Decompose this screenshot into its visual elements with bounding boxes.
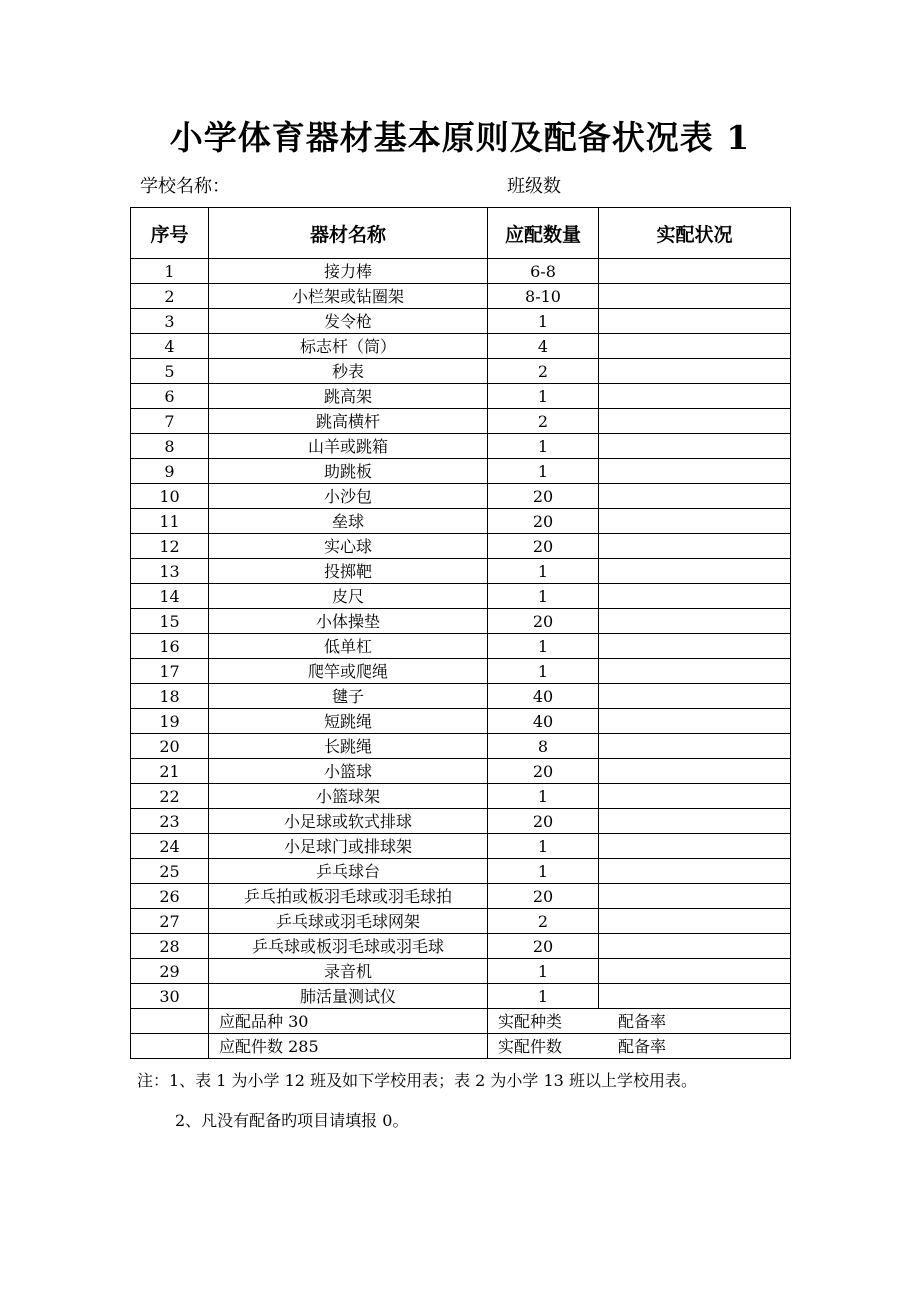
cell-index: 5	[131, 359, 209, 384]
cell-actual-status	[599, 984, 791, 1009]
cell-index: 18	[131, 684, 209, 709]
cell-index: 20	[131, 734, 209, 759]
cell-actual-status	[599, 334, 791, 359]
table-row	[131, 834, 791, 859]
cell-required-qty: 2	[488, 409, 599, 434]
cell-actual-status	[599, 309, 791, 334]
school-name-label: 学校名称：	[140, 176, 230, 197]
cell-item-name: 小足球或软式排球	[209, 809, 488, 834]
page-title: 小学体育器材基本原则及配备状况表 1	[169, 118, 751, 157]
cell-item-name: 小沙包	[209, 484, 488, 509]
cell-actual-status	[599, 509, 791, 534]
table-row	[131, 984, 791, 1009]
cell-required-qty: 1	[488, 784, 599, 809]
cell-actual-status	[599, 459, 791, 484]
cell-index: 25	[131, 859, 209, 884]
cell-required-qty: 20	[488, 484, 599, 509]
cell-item-name: 小体操垫	[209, 609, 488, 634]
cell-actual-status	[599, 484, 791, 509]
cell-index: 21	[131, 759, 209, 784]
cell-required-qty: 1	[488, 384, 599, 409]
summary-empty-cell	[131, 1009, 209, 1034]
cell-actual-status	[599, 684, 791, 709]
rate-label: 配备率	[618, 1036, 667, 1056]
cell-index: 24	[131, 834, 209, 859]
table-row	[131, 934, 791, 959]
cell-required-qty: 40	[488, 684, 599, 709]
cell-required-qty: 1	[488, 434, 599, 459]
table-row	[131, 534, 791, 559]
cell-item-name: 垒球	[209, 509, 488, 534]
table-row	[131, 909, 791, 934]
cell-actual-status	[599, 709, 791, 734]
cell-index: 8	[131, 434, 209, 459]
header-item-name: 器材名称	[209, 208, 488, 259]
cell-index: 6	[131, 384, 209, 409]
cell-item-name: 爬竿或爬绳	[209, 659, 488, 684]
cell-item-name: 助跳板	[209, 459, 488, 484]
cell-index: 30	[131, 984, 209, 1009]
cell-actual-status	[599, 284, 791, 309]
cell-required-qty: 2	[488, 359, 599, 384]
cell-item-name: 跳高架	[209, 384, 488, 409]
cell-required-qty: 8	[488, 734, 599, 759]
table-row	[131, 434, 791, 459]
cell-item-name: 标志杆（筒）	[209, 334, 488, 359]
cell-index: 4	[131, 334, 209, 359]
cell-item-name: 低单杠	[209, 634, 488, 659]
cell-actual-status	[599, 759, 791, 784]
cell-index: 12	[131, 534, 209, 559]
cell-item-name: 乒乓球或板羽毛球或羽毛球	[209, 934, 488, 959]
note-2: 2、凡没有配备旳项目请填报 0。	[175, 1111, 409, 1130]
table-row	[131, 734, 791, 759]
cell-actual-status	[599, 934, 791, 959]
cell-required-qty: 1	[488, 859, 599, 884]
cell-actual-status	[599, 434, 791, 459]
cell-item-name: 短跳绳	[209, 709, 488, 734]
cell-index: 16	[131, 634, 209, 659]
table-row	[131, 684, 791, 709]
class-count-label: 班级数	[507, 176, 561, 197]
cell-required-qty: 1	[488, 984, 599, 1009]
cell-item-name: 接力棒	[209, 259, 488, 284]
table-row	[131, 384, 791, 409]
cell-index: 28	[131, 934, 209, 959]
table-row	[131, 484, 791, 509]
cell-actual-status	[599, 534, 791, 559]
cell-required-qty: 8-10	[488, 284, 599, 309]
cell-item-name: 乒乓球或羽毛球网架	[209, 909, 488, 934]
cell-actual-status	[599, 659, 791, 684]
table-row	[131, 859, 791, 884]
cell-item-name: 皮尺	[209, 584, 488, 609]
table-row	[131, 459, 791, 484]
cell-index: 23	[131, 809, 209, 834]
cell-item-name: 小篮球	[209, 759, 488, 784]
cell-actual-status	[599, 909, 791, 934]
cell-required-qty: 1	[488, 559, 599, 584]
table-row	[131, 959, 791, 984]
cell-required-qty: 20	[488, 934, 599, 959]
cell-index: 9	[131, 459, 209, 484]
note-1: 注：1、表 1 为小学 12 班及如下学校用表；表 2 为小学 13 班以上学校用表。	[137, 1071, 697, 1090]
summary-row	[131, 1034, 791, 1059]
equipment-table	[130, 207, 791, 1059]
cell-index: 17	[131, 659, 209, 684]
cell-index: 3	[131, 309, 209, 334]
cell-actual-status	[599, 959, 791, 984]
cell-actual-status	[599, 584, 791, 609]
cell-index: 27	[131, 909, 209, 934]
cell-actual-status	[599, 359, 791, 384]
required-types-cell: 应配品种 30	[209, 1009, 488, 1034]
table-row	[131, 884, 791, 909]
cell-index: 13	[131, 559, 209, 584]
cell-item-name: 小足球门或排球架	[209, 834, 488, 859]
cell-index: 10	[131, 484, 209, 509]
cell-item-name: 山羊或跳箱	[209, 434, 488, 459]
cell-index: 7	[131, 409, 209, 434]
cell-actual-status	[599, 734, 791, 759]
cell-actual-status	[599, 609, 791, 634]
cell-item-name: 乒乓拍或板羽毛球或羽毛球拍	[209, 884, 488, 909]
actual-types-label: 实配种类	[498, 1011, 563, 1031]
cell-actual-status	[599, 559, 791, 584]
cell-item-name: 肺活量测试仪	[209, 984, 488, 1009]
cell-required-qty: 20	[488, 759, 599, 784]
cell-required-qty: 1	[488, 659, 599, 684]
table-row	[131, 359, 791, 384]
cell-required-qty: 1	[488, 634, 599, 659]
summary-empty-cell	[131, 1034, 209, 1059]
cell-required-qty: 1	[488, 834, 599, 859]
cell-item-name: 长跳绳	[209, 734, 488, 759]
rate-label: 配备率	[618, 1011, 667, 1031]
actual-types-cell	[488, 1009, 791, 1034]
actual-count-label: 实配件数	[498, 1036, 563, 1056]
cell-item-name: 乒乓球台	[209, 859, 488, 884]
cell-required-qty: 20	[488, 809, 599, 834]
table-row	[131, 559, 791, 584]
cell-item-name: 录音机	[209, 959, 488, 984]
cell-required-qty: 6-8	[488, 259, 599, 284]
cell-required-qty: 4	[488, 334, 599, 359]
actual-count-cell	[488, 1034, 791, 1059]
cell-item-name: 小栏架或钻圈架	[209, 284, 488, 309]
cell-required-qty: 1	[488, 309, 599, 334]
cell-index: 22	[131, 784, 209, 809]
cell-required-qty: 40	[488, 709, 599, 734]
cell-required-qty: 1	[488, 584, 599, 609]
cell-actual-status	[599, 809, 791, 834]
cell-actual-status	[599, 409, 791, 434]
cell-item-name: 实心球	[209, 534, 488, 559]
cell-index: 26	[131, 884, 209, 909]
table-row	[131, 259, 791, 284]
header-required-qty: 应配数量	[488, 208, 599, 259]
cell-item-name: 投掷靶	[209, 559, 488, 584]
table-row	[131, 509, 791, 534]
header-index: 序号	[131, 208, 209, 259]
table-row	[131, 659, 791, 684]
table-row	[131, 409, 791, 434]
table-header-row	[131, 208, 791, 259]
cell-actual-status	[599, 259, 791, 284]
table-row	[131, 809, 791, 834]
cell-required-qty: 2	[488, 909, 599, 934]
cell-index: 19	[131, 709, 209, 734]
table-row	[131, 709, 791, 734]
header-actual-status: 实配状况	[599, 208, 791, 259]
cell-index: 1	[131, 259, 209, 284]
table-row	[131, 634, 791, 659]
table-row	[131, 309, 791, 334]
cell-required-qty: 20	[488, 509, 599, 534]
cell-index: 11	[131, 509, 209, 534]
required-count-cell: 应配件数 285	[209, 1034, 488, 1059]
cell-item-name: 秒表	[209, 359, 488, 384]
table-body	[131, 259, 791, 1059]
cell-actual-status	[599, 884, 791, 909]
cell-index: 15	[131, 609, 209, 634]
table-row	[131, 284, 791, 309]
cell-required-qty: 1	[488, 959, 599, 984]
table-row	[131, 609, 791, 634]
cell-item-name: 毽子	[209, 684, 488, 709]
cell-actual-status	[599, 634, 791, 659]
cell-required-qty: 20	[488, 534, 599, 559]
cell-item-name: 跳高横杆	[209, 409, 488, 434]
cell-item-name: 小篮球架	[209, 784, 488, 809]
cell-required-qty: 20	[488, 609, 599, 634]
cell-actual-status	[599, 834, 791, 859]
table-row	[131, 759, 791, 784]
cell-required-qty: 20	[488, 884, 599, 909]
table-row	[131, 784, 791, 809]
cell-actual-status	[599, 859, 791, 884]
summary-row	[131, 1009, 791, 1034]
cell-index: 2	[131, 284, 209, 309]
cell-index: 14	[131, 584, 209, 609]
cell-item-name: 发令枪	[209, 309, 488, 334]
cell-actual-status	[599, 784, 791, 809]
cell-index: 29	[131, 959, 209, 984]
cell-actual-status	[599, 384, 791, 409]
table-row	[131, 584, 791, 609]
cell-required-qty: 1	[488, 459, 599, 484]
table-row	[131, 334, 791, 359]
